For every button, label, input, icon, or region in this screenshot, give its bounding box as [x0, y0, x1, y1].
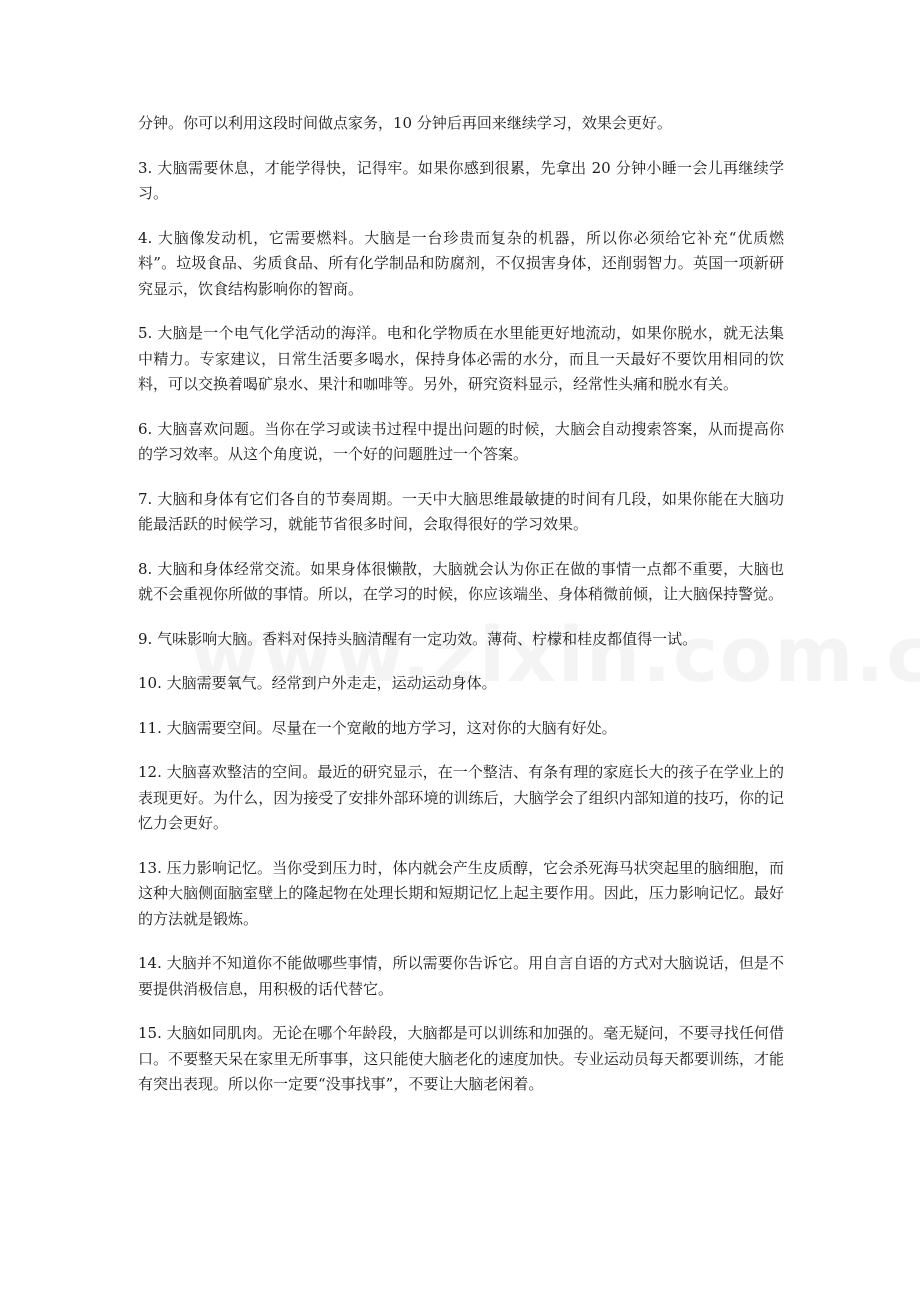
paragraph-item-6: 6. 大脑喜欢问题。当你在学习或读书过程中提出问题的时候，大脑会自动搜索答案，从而提高你的学习效率。从这个角度说，一个好的问题胜过一个答案。	[138, 419, 784, 463]
paragraph-item-12: 12. 大脑喜欢整洁的空间。最近的研究显示，在一个整洁、有条有理的家庭长大的孩子在学业上的表现更好。为什么，因为接受了安排外部环境的训练后，大脑学会了组织内部知道的技巧，你的记忆力会更好。	[138, 763, 784, 832]
paragraph-item-4: 4. 大脑像发动机，它需要燃料。大脑是一台珍贵而复杂的机器，所以你必须给它补充“优质燃料”。垃圾食品、劣质食品、所有化学制品和防腐剂，不仅损害身体，还削弱智力。英国一项新研究显示，饮食结构影响你的智商。	[138, 228, 784, 298]
document-body	[138, 111, 784, 1117]
paragraph-item-11: 11. 大脑需要空间。尽量在一个宽敞的地方学习，这对你的大脑有好处。	[138, 718, 617, 737]
paragraph-item-9: 9. 气味影响大脑。香料对保持头脑清醒有一定功效。薄荷、柠檬和桂皮都值得一试。	[138, 629, 698, 648]
paragraph-item-3: 3. 大脑需要休息，才能学得快，记得牢。如果你感到很累，先拿出 20 分钟小睡一会儿再继续学习。	[138, 158, 784, 202]
paragraph-item-7: 7. 大脑和身体有它们各自的节奏周期。一天中大脑思维最敏捷的时间有几段，如果你能在大脑功能最活跃的时候学习，就能节省很多时间，会取得很好的学习效果。	[138, 489, 784, 533]
paragraph-item-13: 13. 压力影响记忆。当你受到压力时，体内就会产生皮质醇，它会杀死海马状突起里的脑细胞，而这种大脑侧面脑室壁上的隆起物在处理长期和短期记忆上起主要作用。因此，压力影响记忆。最好的方法就是锻炼。	[138, 858, 784, 928]
paragraph-item-15: 15. 大脑如同肌肉。无论在哪个年龄段，大脑都是可以训练和加强的。毫无疑问，不要寻找任何借口。不要整天呆在家里无所事事，这只能使大脑老化的速度加快。专业运动员每天都要训练，才能有突出表现。所以你一定要“没事找事”，不要让大脑老闲着。	[138, 1024, 784, 1093]
paragraph-item-10: 10. 大脑需要氧气。经常到户外走走，运动运动身体。	[138, 674, 497, 692]
paragraph-item-5: 5. 大脑是一个电气化学活动的海洋。电和化学物质在水里能更好地流动，如果你脱水，就无法集中精力。专家建议，日常生活要多喝水，保持身体必需的水分，而且一天最好不要饮用相同的饮料，可以交换着喝矿泉水、果汁和咖啡等。另外，研究资料显示，经常性头痛和脱水有关。	[138, 324, 784, 393]
paragraph-continuation: 分钟。你可以利用这段时间做点家务，10 分钟后再回来继续学习，效果会更好。	[138, 114, 672, 132]
paragraph-item-14: 14. 大脑并不知道你不能做哪些事情，所以需要你告诉它。用自言自语的方式对大脑说话，但是不要提供消极信息，用积极的话代替它。	[138, 954, 784, 998]
paragraph-item-8: 8. 大脑和身体经常交流。如果身体很懒散，大脑就会认为你正在做的事情一点都不重要，大脑也就不会重视你所做的事情。所以，在学习的时候，你应该端坐、身体稍微前倾，让大脑保持警觉。	[138, 559, 784, 603]
